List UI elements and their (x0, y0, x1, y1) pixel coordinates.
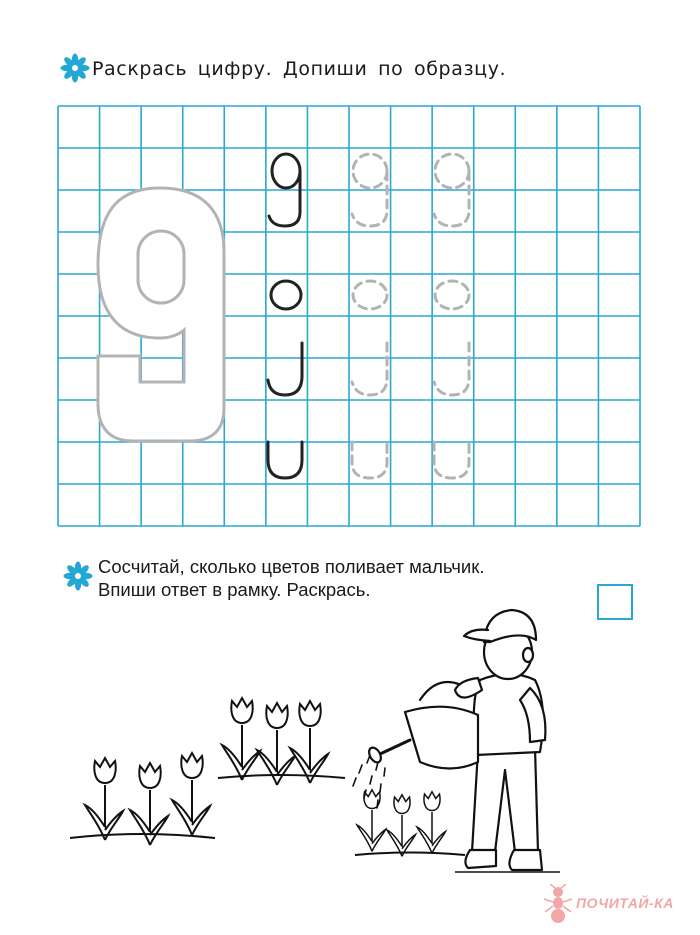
task-instruction-line: Сосчитай, сколько цветов поливает мальчик. (98, 556, 485, 577)
flower-bed-middle (218, 698, 345, 785)
big-digit-nine-outline (98, 188, 224, 441)
boy (367, 610, 546, 870)
flower-bed-left (70, 753, 215, 845)
boy-watering-flowers-illustration (0, 590, 700, 890)
ant-icon (540, 884, 576, 924)
snowflake-icon (63, 561, 93, 591)
task-instruction: Раскрась цифру. Допиши по образцу. (92, 58, 507, 80)
brand-name: ПОЧИТАЙ-КА (576, 895, 674, 911)
flower-bed-right (355, 790, 465, 857)
task-instruction-line: Впиши ответ в рамку. Раскрась. (98, 579, 371, 600)
brand-watermark (540, 880, 700, 930)
